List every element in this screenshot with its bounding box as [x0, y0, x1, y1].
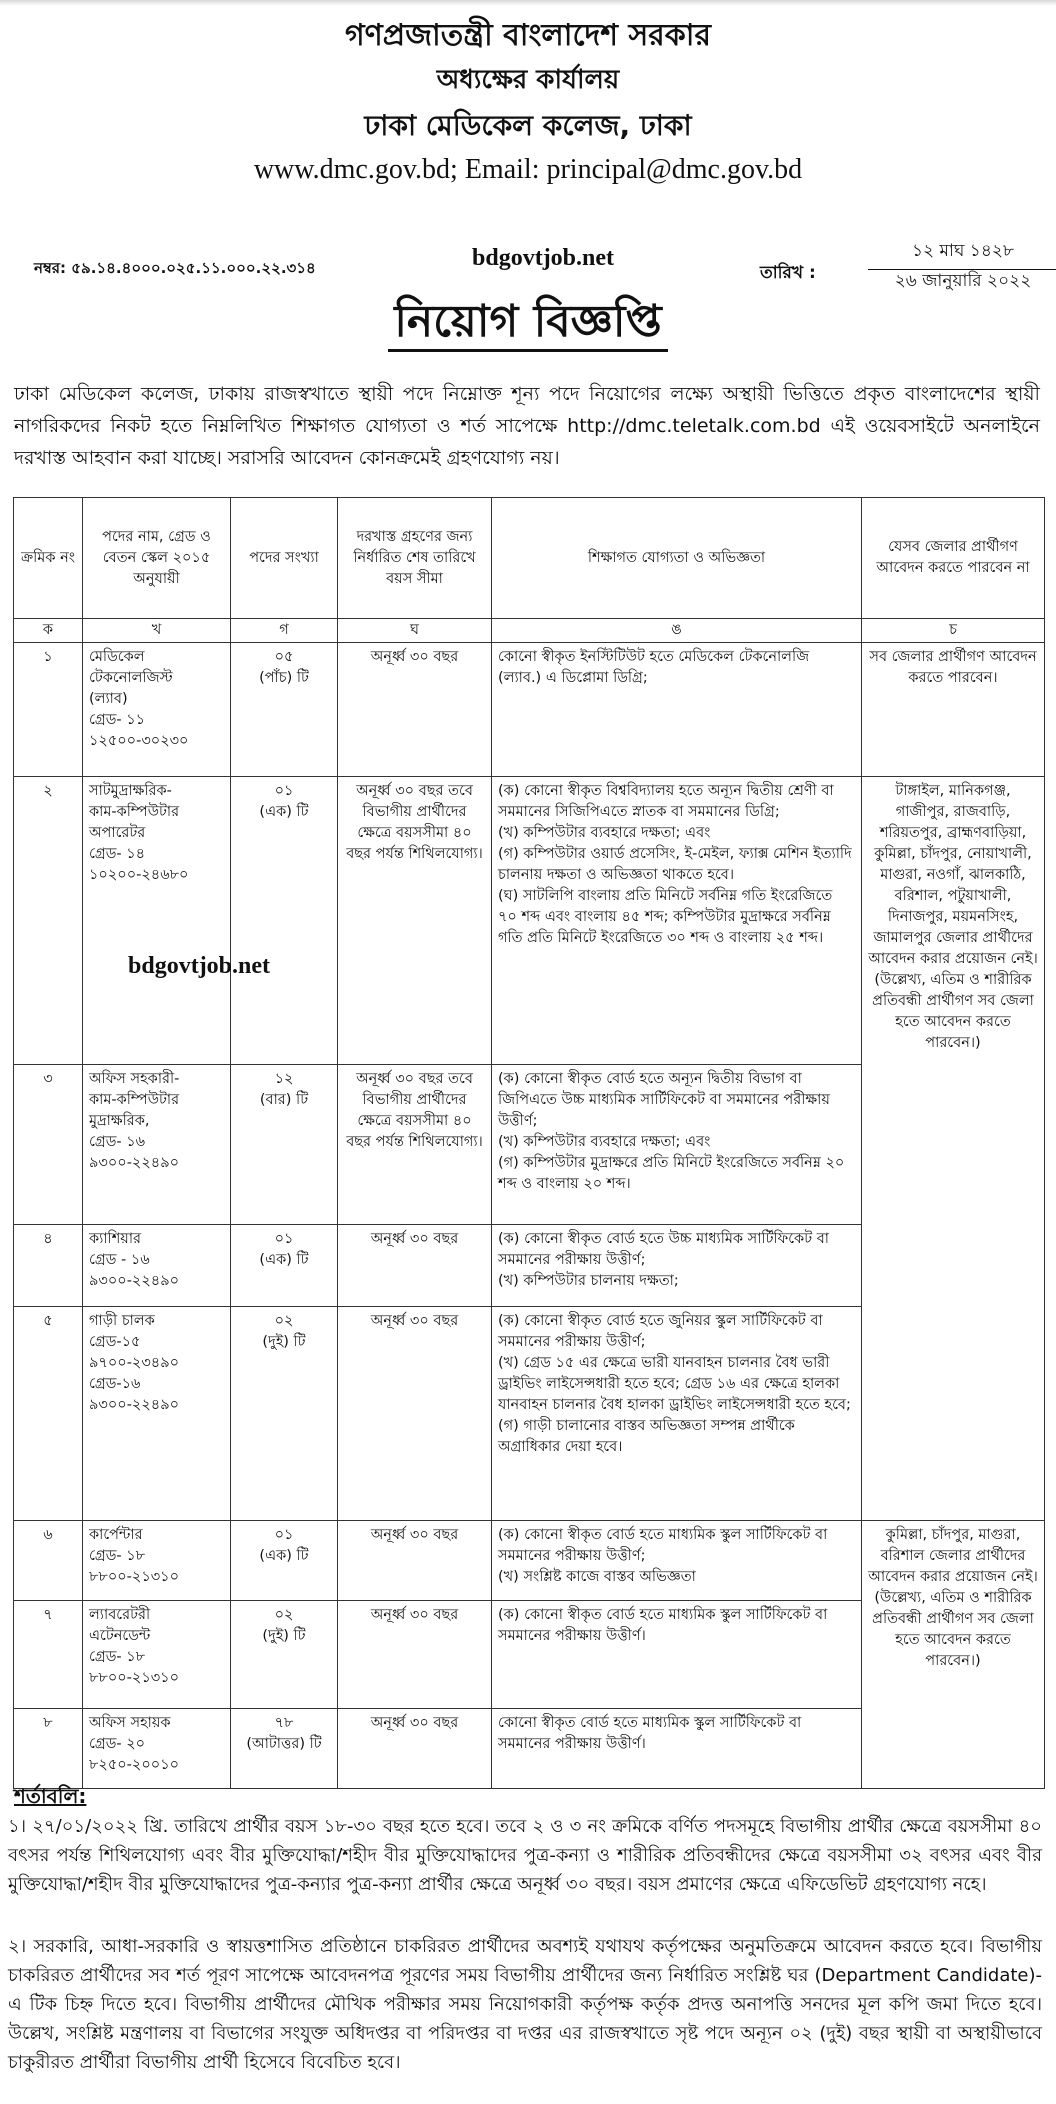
serial-cell: ৭ — [14, 1601, 83, 1709]
qualification-item: (খ) কম্পিউটার ব্যবহারে দক্ষতা; এবং — [498, 825, 711, 841]
qualification-cell — [492, 1521, 862, 1601]
count-cell — [231, 643, 338, 777]
condition-item: ২। সরকারি, আধা-সরকারি ও স্বায়ত্তশাসিত প্রতিষ্ঠানে চাকরিরত প্রার্থীদের অবশ্যই যথাযথ কর্তৃপক্ষের অনুমতিক্রমে আবেদন করতে হবে। বিভাগীয় চাকরিরত প্রার্থীদের সব শর্ত পূরণ সাপেক্ষে আবেদনপত্র পূরণের সময় বিভাগীয় প্রার্থীদের জন্য নির্ধারিত সংশ্লিষ্ট ঘর (Department Candidate)-এ টিক চিহ্ন দিতে হবে। বিভাগীয় প্রার্থীদের মৌখিক পরীক্ষার সময় নিয়োগকারী কর্তৃপক্ষ কর্তৃক প্রদত্ত অনাপত্তি সনদের মূল কপি জমা দিতে হবে। উল্লেখ, সংশ্লিষ্ট মন্ত্রণালয় বা বিভাগের সংযুক্ত অধিদপ্তর বা পরিদপ্তর বা দপ্তর এর রাজস্বখাতে সৃষ্ট পদে অন্যূন ০২ (দুই) বছর স্থায়ী বা অস্থায়ীভাবে চাকুরীরত প্রার্থীরা বিভাগীয় প্রার্থী হিসেবে বিবেচিত হবে। — [8, 1936, 1042, 2073]
count-number: ০১ — [274, 783, 294, 799]
post-line: গ্রেড- ১৬ — [89, 1134, 146, 1150]
district-cell: টাঙ্গাইল, মানিকগঞ্জ, গাজীপুর, রাজবাড়ি, শরিয়তপুর, ব্রাহ্মণবাড়িয়া, কুমিল্লা, চাঁদপুর, নোয়াখালী, মাগুরা, নওগাঁ, ঝালকাঠি, বরিশাল, পটুয়াখালী, দিনাজপুর, ময়মনসিংহ, জামালপুর জেলার প্রার্থীদের আবেদন করার প্রয়োজন নেই। (উল্লেখ্য, এতিম ও শারীরিক প্রতিবন্ধী প্রার্থীগণ সব জেলা হতে আবেদন করতে পারবেন।) — [862, 777, 1045, 1521]
post-line: গ্রেড - ১৬ — [89, 1252, 150, 1268]
letter-cell: খ — [83, 619, 231, 643]
count-number: ১২ — [274, 1071, 294, 1087]
post-line: ৯৭০০-২৩৪৯০ — [89, 1355, 180, 1371]
memo-number: নম্বর: ৫৯.১৪.৪০০০.০২৫.১১.০০০.২২.৩১৪ — [34, 259, 316, 277]
watermark-top: bdgovtjob.net — [472, 245, 615, 271]
letter-cell: ঘ — [338, 619, 492, 643]
age-cell: অনূর্ধ্ব ৩০ বছর তবে বিভাগীয় প্রার্থীদের ক্ষেত্রে বয়সসীমা ৪০ বছর পর্যন্ত শিথিলযোগ্য। — [338, 1065, 492, 1225]
post-line: কাম-কম্পিউটার — [89, 804, 180, 820]
table-row — [14, 1521, 1045, 1601]
age-cell: অনূর্ধ্ব ৩০ বছর — [338, 1601, 492, 1709]
post-cell — [83, 1307, 231, 1521]
qualification-item: (গ) কম্পিউটার মুদ্রাক্ষরে প্রতি মিনিটে ইংরেজিতে সর্বনিম্ন ২০ শব্দ ও বাংলায় ২০ শব্দ। — [498, 1155, 845, 1192]
qualification-item: (খ) সংশ্লিষ্ট কাজে বাস্তব অভিজ্ঞতা — [498, 1569, 696, 1585]
post-line: মুদ্রাক্ষরিক, — [89, 1113, 150, 1129]
post-line: ৯৩০০-২২৪৯০ — [89, 1397, 180, 1413]
serial-cell: ১ — [14, 643, 83, 777]
qualification-cell — [492, 643, 862, 777]
header-serial: ক্রমিক নং — [14, 498, 83, 619]
post-line: গাড়ী চালক — [89, 1313, 155, 1329]
college-name: ঢাকা মেডিকেল কলেজ, ঢাকা — [364, 109, 692, 142]
post-line: ক্যাশিয়ার — [89, 1231, 142, 1247]
qualification-item: (খ) কম্পিউটার ব্যবহারে দক্ষতা; এবং — [498, 1134, 711, 1150]
post-cell — [83, 1601, 231, 1709]
conditions-heading: শর্তাবলি: — [14, 1784, 87, 1808]
qualification-cell — [492, 777, 862, 1065]
count-words: (বার) টি — [259, 1092, 309, 1108]
post-line: কার্পেন্টার — [89, 1527, 143, 1543]
post-cell — [83, 643, 231, 777]
post-line: টেকনোলজিস্ট — [89, 670, 173, 686]
condition-item: ১। ২৭/০১/২০২২ খ্রি. তারিখে প্রার্থীর বয়স ১৮-৩০ বছর হতে হবে। তবে ২ ও ৩ নং ক্রমিকে বর্ণিত পদসমূহে বিভাগীয় প্রার্থীর ক্ষেত্রে বয়সসীমা ৪০ বৎসর পর্যন্ত শিথিলযোগ্য এবং বীর মুক্তিযোদ্ধা/শহীদ বীর মুক্তিযোদ্ধাদের পুত্র-কন্যা ও শারীরিক প্রতিবন্ধীদের ক্ষেত্রে বয়সসীমা ৩২ বৎসর এবং বীর মুক্তিযোদ্ধা/শহীদ বীর মুক্তিযোদ্ধাদের পুত্র-কন্যার পুত্র-কন্যা প্রার্থীর ক্ষেত্রে অনূর্ধ্ব ৩০ বছর। বয়স প্রমাণের ক্ষেত্রে এফিডেভিট গ্রহণযোগ্য নহে। — [8, 1816, 1042, 1895]
post-line: গ্রেড- ২০ — [89, 1736, 146, 1752]
age-cell: অনূর্ধ্ব ৩০ বছর — [338, 1225, 492, 1307]
letter-cell: ঙ — [492, 619, 862, 643]
qualification-cell — [492, 1709, 862, 1789]
letter-cell: গ — [231, 619, 338, 643]
qualification-cell — [492, 1601, 862, 1709]
count-number: ০১ — [274, 1231, 294, 1247]
post-line: অফিস সহকারী- — [89, 1071, 180, 1087]
post-line: ১০২০০-২৪৬৮০ — [89, 867, 189, 883]
post-line: ৯৩০০-২২৪৯০ — [89, 1273, 180, 1289]
count-cell — [231, 1521, 338, 1601]
header-qualification: শিক্ষাগত যোগ্যতা ও অভিজ্ঞতা — [492, 498, 862, 619]
count-words: (এক) টি — [259, 1548, 309, 1564]
age-cell: অনূর্ধ্ব ৩০ বছর — [338, 1709, 492, 1789]
age-cell: অনূর্ধ্ব ৩০ বছর — [338, 1307, 492, 1521]
qualification-item: কোনো স্বীকৃত ইনস্টিটিউট হতে মেডিকেল টেকনোলজি (ল্যাব.) এ ডিপ্লোমা ডিগ্রি; — [498, 649, 810, 686]
count-number: ০২ — [274, 1313, 294, 1329]
scan-top-edge — [0, 0, 1056, 6]
count-words: (দুই) টি — [262, 1628, 306, 1644]
post-line: ল্যাবরেটরী — [89, 1607, 151, 1623]
serial-cell: ৮ — [14, 1709, 83, 1789]
qualification-item: (খ) গ্রেড ১৫ এর ক্ষেত্রে ভারী যানবাহন চালনার বৈধ ভারী ড্রাইভিং লাইসেন্সধারী হতে হবে; গ্রেড ১৬ এর ক্ষেত্রে হালকা যানবাহন চালনার বৈধ হালকা ড্রাইভিং লাইসেন্সধারী হতে হবে; — [498, 1355, 851, 1413]
qualification-item: (ক) কোনো স্বীকৃত বোর্ড হতে মাধ্যমিক স্কুল সার্টিফিকেট বা সমমানের পরীক্ষায় উত্তীর্ণ; — [498, 1527, 828, 1564]
qualification-item: (ক) কোনো স্বীকৃত বিশ্ববিদ্যালয় হতে অন্যূন দ্বিতীয় শ্রেণী বা সমমানের সিজিপিএতে স্নাতক বা সমমানের ডিগ্রি; — [498, 783, 834, 820]
count-words: (এক) টি — [259, 1252, 309, 1268]
count-number: ০২ — [274, 1607, 294, 1623]
intro-paragraph: ঢাকা মেডিকেল কলেজ, ঢাকায় রাজস্বখাতে স্থায়ী পদে নিম্নোক্ত শূন্য পদে নিয়োগের লক্ষ্যে অস্থায়ী ভিত্তিতে প্রকৃত বাংলাদেশের স্থায়ী নাগরিকদের নিকট হতে নিম্নলিখিত শিক্ষাগত যোগ্যতা ও শর্ত সাপেক্ষে http://dmc.teletalk.com.bd এই ওয়েবসাইটে অনলাইনে দরখাস্ত আহবান করা যাচ্ছে। সরাসরি আবেদন কোনক্রমেই গ্রহণযোগ্য নয়। — [14, 383, 1040, 469]
qualification-item: (খ) কম্পিউটার চালনায় দক্ষতা; — [498, 1273, 679, 1289]
qualification-cell — [492, 1307, 862, 1521]
qualification-item: (ক) কোনো স্বীকৃত বোর্ড হতে মাধ্যমিক স্কুল সার্টিফিকেট বা সমমানের পরীক্ষায় উত্তীর্ণ। — [498, 1607, 828, 1644]
watermark-mid: bdgovtjob.net — [128, 953, 271, 979]
date-english: ২৬ জানুয়ারি ২০২২ — [894, 271, 1032, 291]
govt-name: গণপ্রজাতন্ত্রী বাংলাদেশ সরকার — [345, 18, 711, 53]
post-line: গ্রেড-১৬ — [89, 1376, 141, 1392]
post-line: মেডিকেল — [89, 649, 145, 665]
post-line: কাম-কম্পিউটার — [89, 1092, 180, 1108]
qualification-item: (ক) কোনো স্বীকৃত বোর্ড হতে উচ্চ মাধ্যমিক সার্টিফিকেট বা সমমানের পরীক্ষায় উত্তীর্ণ; — [498, 1231, 829, 1268]
table-row — [14, 777, 1045, 1065]
count-cell — [231, 777, 338, 1065]
notice-title-wrap — [0, 288, 1056, 361]
count-words: (দুই) টি — [262, 1334, 306, 1350]
post-line: সাটমুদ্রাক্ষরিক- — [89, 783, 172, 799]
qualification-item: (গ) গাড়ী চালানোর বাস্তব অভিজ্ঞতা সম্পন্ন প্রার্থীকে অগ্রাধিকার দেয়া হবে। — [498, 1418, 795, 1455]
qualification-item: (গ) কম্পিউটার ওয়ার্ড প্রসেসিং, ই-মেইল, ফ্যাক্স মেশিন ইত্যাদি চালনায় দক্ষতা ও অভিজ্ঞতা থাকতে হবে। — [498, 846, 852, 883]
count-words: (এক) টি — [259, 804, 309, 820]
header-count: পদের সংখ্যা — [231, 498, 338, 619]
date-bangla: ১২ মাঘ ১৪২৮ — [868, 238, 1056, 270]
post-line: গ্রেড- ১৮ — [89, 1649, 146, 1665]
post-line: (ল্যাব) — [89, 691, 128, 707]
office-name: অধ্যক্ষের কার্যালয় — [436, 65, 620, 95]
post-line: গ্রেড- ১১ — [89, 712, 146, 728]
serial-cell: ৬ — [14, 1521, 83, 1601]
age-cell: অনূর্ধ্ব ৩০ বছর — [338, 643, 492, 777]
table-header-row — [14, 498, 1045, 619]
post-cell — [83, 1225, 231, 1307]
post-cell — [83, 1709, 231, 1789]
post-line: ৮৮০০-২১৩১০ — [89, 1569, 180, 1585]
letter-cell: ক — [14, 619, 83, 643]
count-number: ৭৮ — [274, 1715, 294, 1731]
post-cell — [83, 777, 231, 1065]
serial-cell: ৪ — [14, 1225, 83, 1307]
post-line: গ্রেড- ১৪ — [89, 846, 146, 862]
district-cell: কুমিল্লা, চাঁদপুর, মাগুরা, বরিশাল জেলার প্রার্থীদের আবেদন করার প্রয়োজন নেই। (উল্লেখ্য, এতিম ও শারীরিক প্রতিবন্ধী প্রার্থীগণ সব জেলা হতে আবেদন করতে পারবেন।) — [862, 1521, 1045, 1789]
vacancy-table — [13, 497, 1045, 1789]
count-number: ০১ — [274, 1527, 294, 1543]
post-line: অফিস সহায়ক — [89, 1715, 171, 1731]
letterhead — [0, 14, 1056, 190]
header-post: পদের নাম, গ্রেড ও বেতন স্কেল ২০১৫ অনুযায়ী — [83, 498, 231, 619]
header-age: দরখাস্ত গ্রহণের জন্য নির্ধারিত শেষ তারিখে বয়স সীমা — [338, 498, 492, 619]
qualification-item: (ক) কোনো স্বীকৃত বোর্ড হতে জুনিয়র স্কুল সার্টিফিকেট বা সমমানের পরীক্ষায় উত্তীর্ণ; — [498, 1313, 823, 1350]
qualification-item: (ঘ) সাটলিপি বাংলায় প্রতি মিনিটে সর্বনিম্ন গতি ইংরেজিতে ৭০ শব্দ এবং বাংলায় ৪৫ শব্দ; কম্পিউটার মুদ্রাক্ষরে সর্বনিম্ন গতি প্রতি মিনিটে ইংরেজিতে ৩০ শব্দ ও বাংলায় ২৫ শব্দ। — [498, 888, 833, 946]
count-number: ০৫ — [274, 649, 294, 665]
qualification-cell — [492, 1225, 862, 1307]
serial-cell: ৫ — [14, 1307, 83, 1521]
post-cell — [83, 1065, 231, 1225]
age-cell: অনূর্ধ্ব ৩০ বছর তবে বিভাগীয় প্রার্থীদের ক্ষেত্রে বয়সসীমা ৪০ বছর পর্যন্ত শিথিলযোগ্য। — [338, 777, 492, 1065]
table-letter-row — [14, 619, 1045, 643]
count-words: (আটাত্তর) টি — [246, 1736, 322, 1752]
age-cell: অনূর্ধ্ব ৩০ বছর — [338, 1521, 492, 1601]
serial-cell: ২ — [14, 777, 83, 1065]
qualification-cell — [492, 1065, 862, 1225]
count-cell — [231, 1225, 338, 1307]
header-district: যেসব জেলার প্রার্থীগণ আবেদন করতে পারবেন না — [862, 498, 1045, 619]
contact-line: www.dmc.gov.bd; Email: principal@dmc.gov.bd — [253, 154, 803, 185]
post-line: ৮৮০০-২১৩১০ — [89, 1670, 180, 1686]
post-line: ১২৫০০-৩০২৩০ — [89, 733, 189, 749]
post-line: অপারেটর — [89, 825, 146, 841]
qualification-item: কোনো স্বীকৃত বোর্ড হতে মাধ্যমিক স্কুল সার্টিফিকেট বা সমমানের পরীক্ষায় উত্তীর্ণ। — [498, 1715, 802, 1752]
count-cell — [231, 1709, 338, 1789]
count-words: (পাঁচ) টি — [259, 670, 309, 686]
date-label: তারিখ : — [760, 263, 816, 283]
post-line: ৮২৫০-২০০১০ — [89, 1757, 180, 1773]
post-line: গ্রেড- ১৮ — [89, 1548, 146, 1564]
post-line: ৯৩০০-২২৪৯০ — [89, 1155, 180, 1171]
qualification-item: (ক) কোনো স্বীকৃত বোর্ড হতে অন্যূন দ্বিতীয় বিভাগ বা জিপিএতে উচ্চ মাধ্যমিক সার্টিফিকেট বা সমমানের পরীক্ষায় উত্তীর্ণ; — [498, 1071, 830, 1129]
table-row — [14, 643, 1045, 777]
serial-cell: ৩ — [14, 1065, 83, 1225]
post-line: গ্রেড-১৫ — [89, 1334, 141, 1350]
notice-title: নিয়োগ বিজ্ঞপ্তি — [388, 296, 667, 352]
post-cell — [83, 1521, 231, 1601]
count-cell — [231, 1065, 338, 1225]
district-cell: সব জেলার প্রার্থীগণ আবেদন করতে পারবেন। — [862, 643, 1045, 777]
post-line: এটেনডেন্ট — [89, 1628, 151, 1644]
count-cell — [231, 1307, 338, 1521]
count-cell — [231, 1601, 338, 1709]
letter-cell: চ — [862, 619, 1045, 643]
